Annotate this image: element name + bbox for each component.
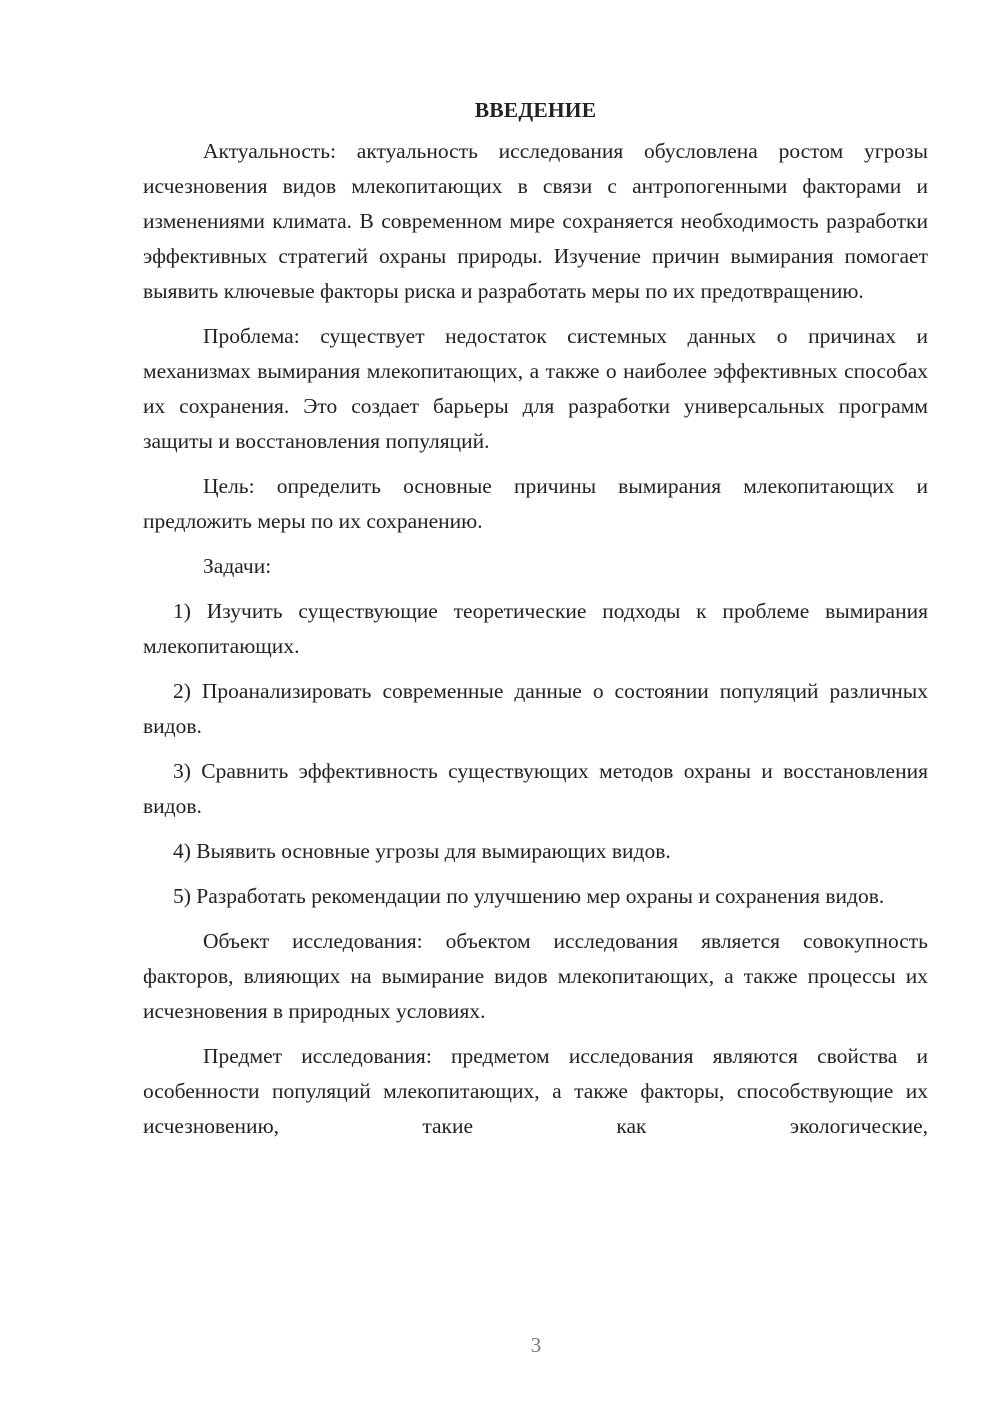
paragraph-subject: Предмет исследования: предметом исследования являются свойства и особенности популяций млекопитающих, а также факторы, способствующие их исчезновению, такие как экологические, bbox=[143, 1044, 928, 1138]
paragraph-goal: Цель: определить основные причины вымирания млекопитающих и предложить меры по их сохранению. bbox=[143, 474, 928, 533]
task-item-3: 3) Сравнить эффективность существующих методов охраны и восстановления видов. bbox=[143, 759, 928, 818]
task-item-2: 2) Проанализировать современные данные о состоянии популяций различных видов. bbox=[143, 679, 928, 738]
page-number: 3 bbox=[530, 1333, 542, 1357]
document-page bbox=[143, 93, 928, 1154]
paragraph-tasks-heading: Задачи: bbox=[203, 554, 272, 578]
task-item-4: 4) Выявить основные угрозы для вымирающих видов. bbox=[173, 839, 671, 863]
paragraph-relevance: Актуальность: актуальность исследования обусловлена ростом угрозы исчезновения видов млекопитающих в связи с антропогенными факторами и изменениями климата. В современном мире сохраняется необходимость разработки эффективных стратегий охраны природы. Изучение причин вымирания помогает выявить ключевые факторы риска и разработать меры по их предотвращению. bbox=[143, 139, 928, 303]
paragraph-problem: Проблема: существует недостаток системных данных о причинах и механизмах вымирания млекопитающих, а также о наиболее эффективных способах их сохранения. Это создает барьеры для разработки универсальных программ защиты и восстановления популяций. bbox=[143, 324, 928, 453]
task-item-1: 1) Изучить существующие теоретические подходы к проблеме вымирания млекопитающих. bbox=[143, 599, 928, 658]
paragraph-object: Объект исследования: объектом исследования является совокупность факторов, влияющих на вымирание видов млекопитающих, а также процессы их исчезновения в природных условиях. bbox=[143, 929, 928, 1023]
page-title: ВВЕДЕНИЕ bbox=[474, 98, 597, 122]
task-item-5: 5) Разработать рекомендации по улучшению мер охраны и сохранения видов. bbox=[173, 884, 885, 908]
